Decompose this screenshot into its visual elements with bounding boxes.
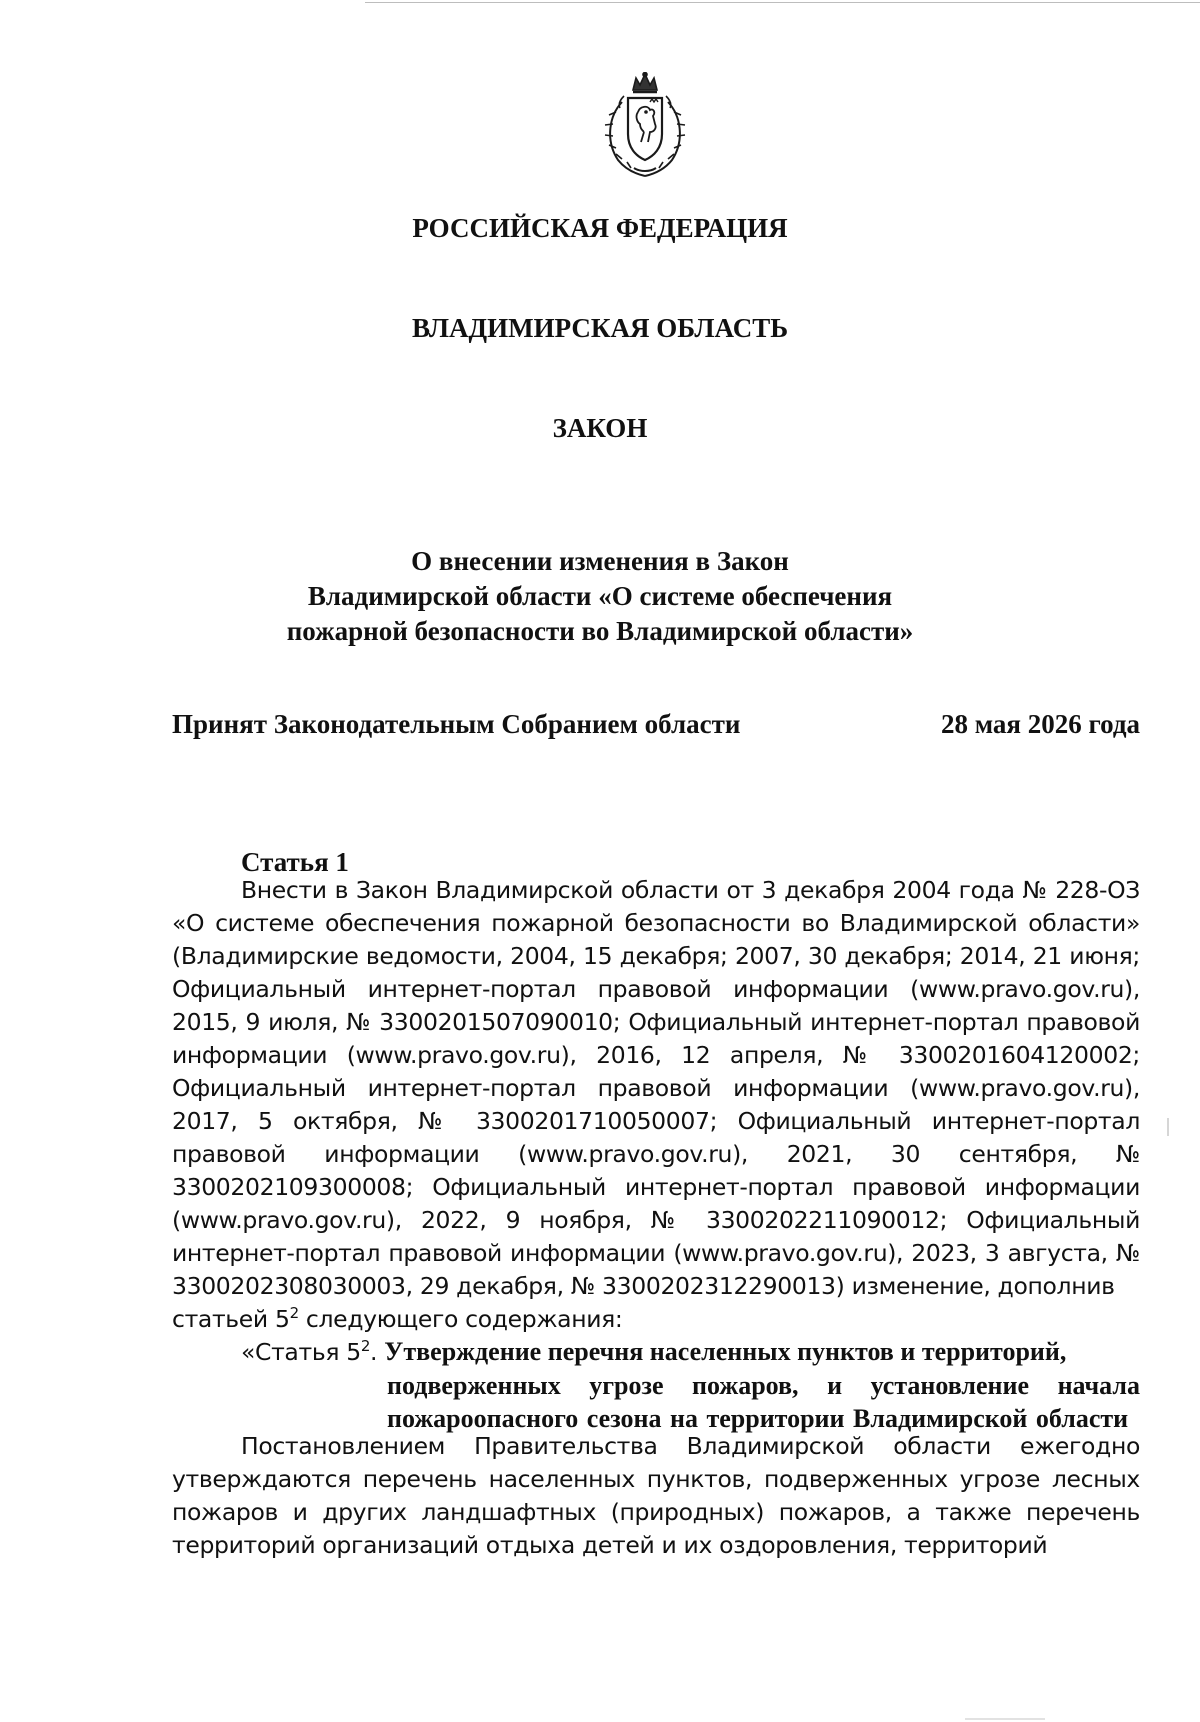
- article-1-tail: [172, 1305, 623, 1333]
- article-ref-superscript: 2: [289, 1304, 299, 1323]
- adoption-line: [172, 708, 1140, 740]
- coat-of-arms-icon: [600, 72, 690, 180]
- new-article-number: [241, 1338, 384, 1366]
- law-subject-line: Владимирской области «О системе обеспечения: [307, 581, 893, 611]
- article-1-text: Внести в Закон Владимирской области от 3 декабря 2004 года № 228-ОЗ «О системе обеспечения пожарной безопасности во Владимирской области» (Владимирские ведомости, 2004, 15 декабря; 2007, 30 декабря; 2014, 21 июня; Официальный интернет-портал правовой информации (www.pravo.gov.ru), 2015, 9 июля, № 3300201507090010; Официальный интернет-портал правовой информации (www.pravo.gov.ru), 2016, 12 апреля, № 3300201604120002; Официальный интернет-портал правовой информации (www.pravo.gov.ru), 2017, 5 октября, № 3300201710050007; Официальный интернет-портал правовой информации (www.pravo.gov.ru), 2021, 30 сентября, № 3300202109300008; Официальный интернет-портал правовой информации (www.pravo.gov.ru), 2022, 9 ноября, № 3300202211090012; Официальный интернет-портал правовой информации (www.pravo.gov.ru), 2023, 3 августа, № 3300202308030003, 29 декабря, № 3300202312290013) изменение, дополнив: [172, 876, 1140, 1300]
- scan-artifact: [1167, 1118, 1169, 1136]
- new-article-number-superscript: 2: [360, 1337, 371, 1356]
- new-article-paragraph: [172, 1430, 1140, 1562]
- scan-edge-line: [365, 2, 1200, 3]
- article-ref-tail: следующего содержания:: [298, 1305, 623, 1333]
- new-article-text: Постановлением Правительства Владимирской области ежегодно утверждаются перечень населенных пунктов, подверженных угрозе лесных пожаров и других ландшафтных (природных) пожаров, а также перечень территорий организаций отдыха детей и их оздоровления, территорий: [172, 1432, 1140, 1559]
- new-article-title-first: Утверждение перечня населенных пунктов и территорий,: [384, 1337, 1067, 1366]
- article-1-title: Статья 1: [241, 847, 349, 877]
- scan-artifact: [965, 1718, 1045, 1720]
- adoption-date: 28 мая 2026 года: [940, 709, 1140, 739]
- country-heading: РОССИЙСКАЯ ФЕДЕРАЦИЯ: [412, 213, 788, 243]
- new-article-number-dot: .: [370, 1338, 385, 1366]
- region-heading: ВЛАДИМИРСКАЯ ОБЛАСТЬ: [411, 313, 789, 343]
- law-subject-line: О внесении изменения в Закон: [411, 546, 789, 576]
- adoption-text: Принят Законодательным Собранием области: [172, 709, 741, 739]
- law-subject-line: пожарной безопасности во Владимирской области»: [286, 616, 914, 646]
- document-type-heading: ЗАКОН: [552, 413, 648, 443]
- law-subject: [0, 544, 1200, 649]
- new-article-title-rest: подверженных угрозе пожаров, и установление начала пожароопасного сезона на территории Владимирской области: [387, 1371, 1140, 1433]
- new-article-heading: [241, 1335, 1140, 1435]
- article-ref-text: статьей 5: [172, 1305, 290, 1333]
- article-1-paragraph: [172, 874, 1140, 1336]
- new-article-number-text: «Статья 5: [241, 1338, 361, 1366]
